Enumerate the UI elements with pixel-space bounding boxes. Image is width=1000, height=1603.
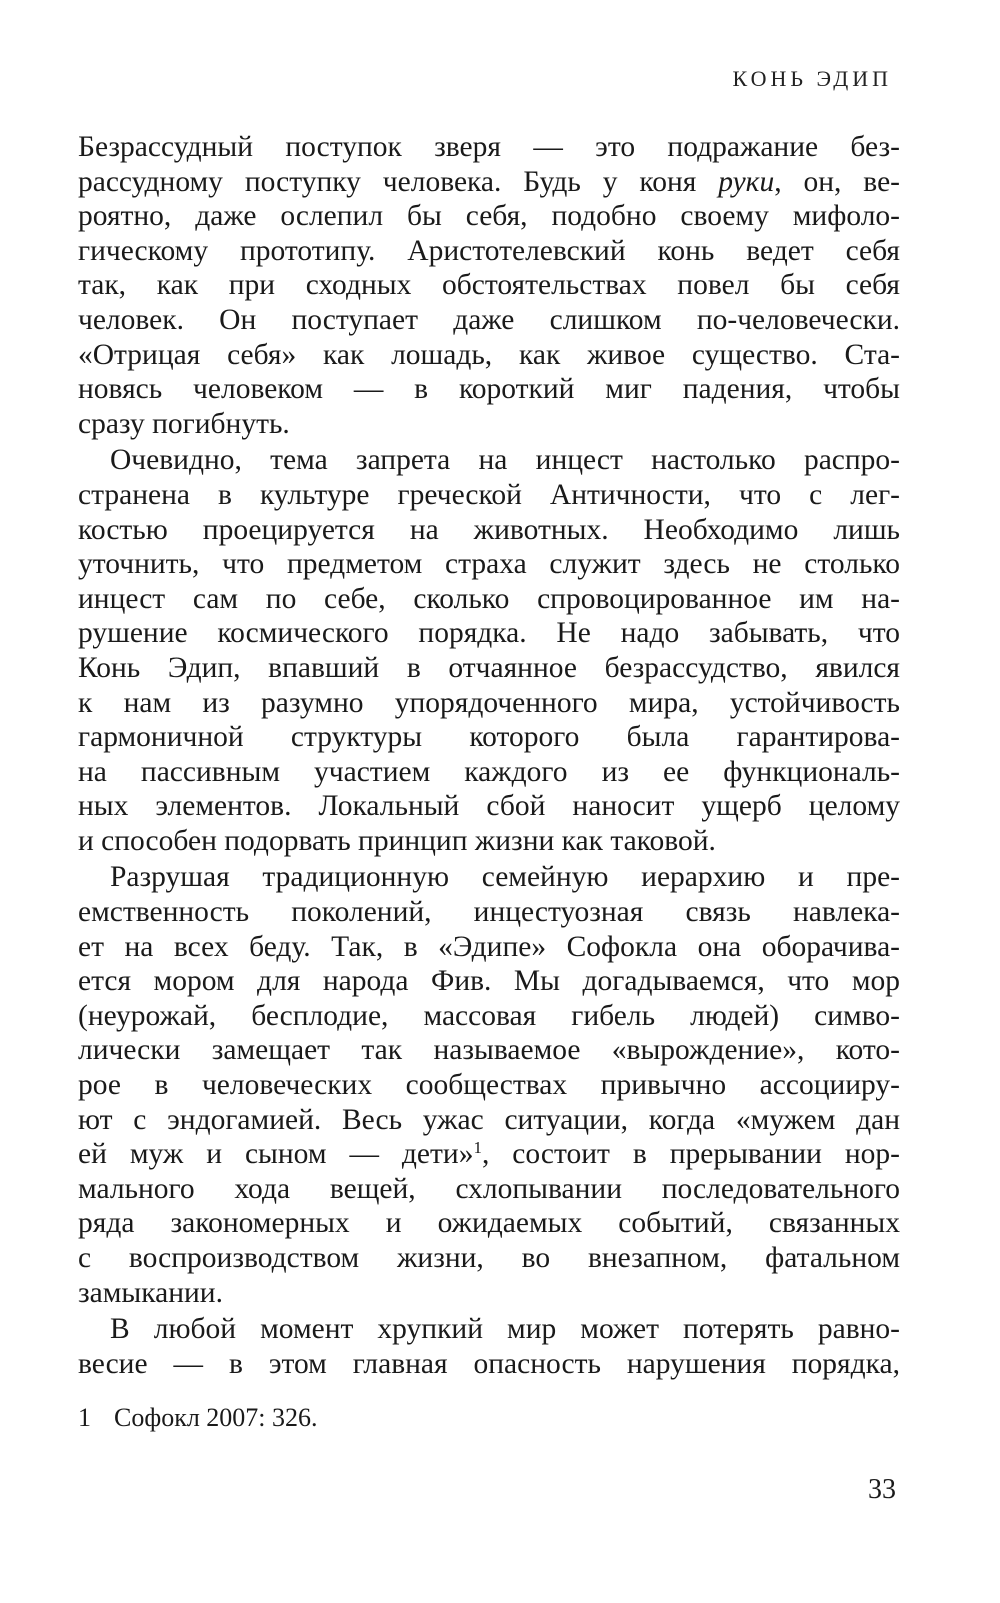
- footnote-reference: 1: [473, 1138, 482, 1158]
- text-line: ряда закономерных и ожидаемых событий, связанных: [78, 1207, 900, 1240]
- text-line: роятно, даже ослепил бы себя, подобно своему мифоло-: [78, 200, 900, 233]
- text-line: ей муж и сыном — дети»$^1$, состоит в прерывании нор-: [78, 1138, 900, 1171]
- text-line: новясь человеком — в короткий миг падения, чтобы: [78, 373, 900, 406]
- text-line: рассудному поступку человека. Будь у коня руки, он, ве-: [78, 165, 900, 198]
- text-line: В любой момент хрупкий мир может потерять равно-: [110, 1313, 900, 1346]
- text-line: гическому прототипу. Аристотелевский конь ведет себя: [78, 234, 900, 267]
- text-line: замыкании.: [78, 1276, 223, 1309]
- footnote: [78, 1402, 318, 1434]
- text-line: Безрассудный поступок зверя — это подражание без-: [78, 131, 900, 163]
- footnote-number: 1: [78, 1403, 91, 1432]
- text-line: к нам из разумно упорядоченного мира, устойчивость: [78, 686, 900, 719]
- footnote-text: Софокл 2007: 326.: [114, 1403, 318, 1432]
- text-line: инцест сам по себе, сколько спровоцированное им на-: [78, 582, 900, 615]
- text-line: ных элементов. Локальный сбой наносит ущерб целому: [78, 790, 900, 823]
- text-line: гармоничной структуры которого была гарантирова-: [78, 721, 900, 754]
- emphasis: руки: [718, 165, 775, 198]
- text-line: так, как при сходных обстоятельствах повел бы себя: [78, 269, 900, 302]
- text-line: мального хода вещей, схлопывании последовательного: [78, 1172, 900, 1205]
- text-line: человек. Он поступает даже слишком по-человечески.: [78, 303, 900, 336]
- text-line: уточнить, что предметом страха служит здесь не столько: [78, 548, 900, 581]
- text-line: и способен подорвать принцип жизни как таковой.: [78, 824, 716, 857]
- text-line: емственность поколений, инцестуозная связь навлека-: [78, 896, 900, 929]
- page-number: 33: [868, 1474, 896, 1505]
- text-line: лически замещает так называемое «вырождение», кото-: [78, 1034, 900, 1067]
- text-line: (неурожай, бесплодие, массовая гибель людей) симво-: [78, 999, 900, 1032]
- text-line: ется мором для народа Фив. Мы догадываемся, что мор: [78, 965, 900, 998]
- text-line: весие — в этом главная опасность нарушения порядка,: [78, 1347, 900, 1380]
- text-line: ет на всех беду. Так, в «Эдипе» Софокла она оборачива-: [78, 930, 900, 963]
- text-line: «Отрицая себя» как лошадь, как живое существо. Ста-: [78, 338, 900, 371]
- running-head: КОНЬ ЭДИП: [732, 66, 892, 91]
- text-line: рое в человеческих сообществах привычно ассоцииру-: [78, 1069, 900, 1102]
- text-line: с воспроизводством жизни, во внезапном, фатальном: [78, 1242, 900, 1274]
- text-line: костью проецируется на животных. Необходимо лишь: [78, 513, 900, 546]
- text-line: странена в культуре греческой Античности, что с лег-: [78, 478, 900, 511]
- text-line: рушение космического порядка. Не надо забывать, что: [78, 617, 900, 650]
- text-line: Очевидно, тема запрета на инцест настолько распро-: [110, 444, 900, 477]
- body-text: [78, 130, 900, 1381]
- text-line: Разрушая традиционную семейную иерархию и пре-: [110, 861, 900, 894]
- text-line: сразу погибнуть.: [78, 407, 290, 440]
- text-line: ют с эндогамией. Весь ужас ситуации, когда «мужем дан: [78, 1103, 900, 1136]
- text-line: на пассивным участием каждого из ее функциональ-: [78, 755, 900, 788]
- text-line: Конь Эдип, впавший в отчаянное безрассудство, явился: [78, 651, 900, 684]
